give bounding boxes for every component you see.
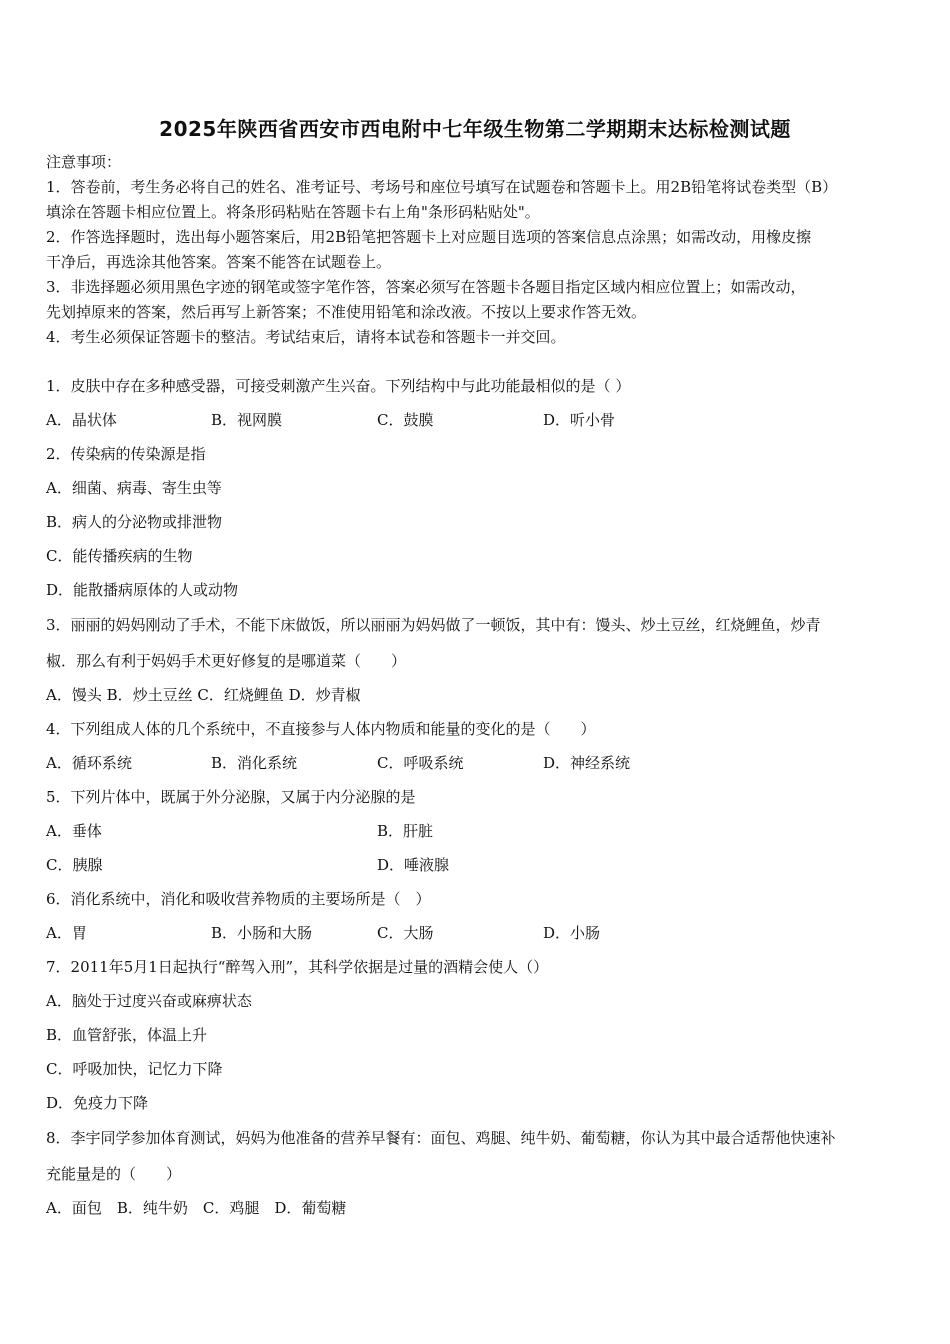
- question-2-stem: 2．传染病的传染源是指: [46, 445, 206, 463]
- q7-option-d: D．免疫力下降: [46, 1094, 149, 1112]
- page-title: 2025年陕西省西安市西电附中七年级生物第二学期期末达标检测试题: [159, 117, 791, 141]
- q4-option-a: A．循环系统: [46, 754, 132, 772]
- notice-line: 4．考生必须保证答题卡的整洁。考试结束后，请将本试卷和答题卡一并交回。: [46, 328, 566, 346]
- notice-line: 3．非选择题必须用黑色字迹的钢笔或签字笔作答，答案必须写在答题卡各题目指定区域内相应位置上；如需改动，: [46, 278, 806, 296]
- question-3-stem-cont: 椒．那么有利于妈妈手术更好修复的是哪道菜（ ）: [46, 652, 407, 670]
- q6-option-d: D．小肠: [543, 924, 601, 942]
- q5-option-d: D．唾液腺: [377, 856, 450, 874]
- q5-option-c: C．胰腺: [46, 856, 103, 874]
- q4-option-c: C．呼吸系统: [377, 754, 464, 772]
- question-8-stem-cont: 充能量是的（ ）: [46, 1165, 182, 1183]
- q1-option-c: C．鼓膜: [377, 411, 434, 429]
- q2-option-b: B．病人的分泌物或排泄物: [46, 513, 223, 531]
- question-7-stem: 7．2011年5月1日起执行“醉驾入刑”，其科学依据是过量的酒精会使人（）: [46, 958, 549, 976]
- q1-option-d: D．听小骨: [543, 411, 616, 429]
- question-3-stem: 3．丽丽的妈妈刚动了手术，不能下床做饭，所以丽丽为妈妈做了一顿饭，其中有：馒头、炒土豆丝，红烧鲤鱼，炒青: [46, 616, 821, 634]
- notice-line: 填涂在答题卡相应位置上。将条形码粘贴在答题卡右上角"条形码粘贴处"。: [46, 203, 540, 221]
- notice-line: 1．答卷前，考生务必将自己的姓名、准考证号、考场号和座位号填写在试题卷和答题卡上。用2B铅笔将试卷类型（B）: [46, 178, 838, 196]
- notice-line: 先划掉原来的答案，然后再写上新答案；不准使用铅笔和涂改液。不按以上要求作答无效。: [46, 303, 647, 321]
- q8-options: A．面包 B．纯牛奶 C．鸡腿 D．葡萄糖: [46, 1199, 347, 1217]
- q2-option-c: C．能传播疾病的生物: [46, 547, 193, 565]
- q7-option-a: A．脑处于过度兴奋或麻痹状态: [46, 992, 252, 1010]
- q6-option-c: C．大肠: [377, 924, 434, 942]
- q7-option-c: C．呼吸加快，记忆力下降: [46, 1060, 223, 1078]
- q3-options: A．馒头 B．炒土豆丝 C．红烧鲤鱼 D．炒青椒: [46, 686, 361, 704]
- q7-option-b: B．血管舒张，体温上升: [46, 1026, 208, 1044]
- q4-option-b: B．消化系统: [211, 754, 298, 772]
- q6-option-b: B．小肠和大肠: [211, 924, 313, 942]
- q1-option-a: A．晶状体: [46, 411, 117, 429]
- q4-option-d: D．神经系统: [543, 754, 631, 772]
- question-5-stem: 5．下列片体中，既属于外分泌腺，又属于内分泌腺的是: [46, 788, 416, 806]
- question-1-stem: 1．皮肤中存在多种感受器，可接受刺激产生兴奋。下列结构中与此功能最相似的是（ ）: [46, 377, 631, 395]
- q5-option-b: B．肝脏: [377, 822, 434, 840]
- question-6-stem: 6．消化系统中，消化和吸收营养物质的主要场所是（ ）: [46, 890, 431, 908]
- notice-line: 干净后，再选涂其他答案。答案不能答在试题卷上。: [46, 253, 392, 271]
- q2-option-a: A．细菌、病毒、寄生虫等: [46, 479, 222, 497]
- q6-option-a: A．胃: [46, 924, 87, 942]
- q5-option-a: A．垂体: [46, 822, 102, 840]
- notice-heading: 注意事项：: [46, 153, 122, 171]
- notice-line: 2．作答选择题时，选出每小题答案后，用2B铅笔把答题卡上对应题目选项的答案信息点涂黑；如需改动，用橡皮擦: [46, 228, 812, 246]
- question-8-stem: 8．李宇同学参加体育测试，妈妈为他准备的营养早餐有：面包、鸡腿、纯牛奶、葡萄糖，你认为其中最合适帮他快速补: [46, 1129, 836, 1147]
- q1-option-b: B．视网膜: [211, 411, 283, 429]
- q2-option-d: D．能散播病原体的人或动物: [46, 581, 239, 599]
- question-4-stem: 4．下列组成人体的几个系统中，不直接参与人体内物质和能量的变化的是（ ）: [46, 720, 596, 738]
